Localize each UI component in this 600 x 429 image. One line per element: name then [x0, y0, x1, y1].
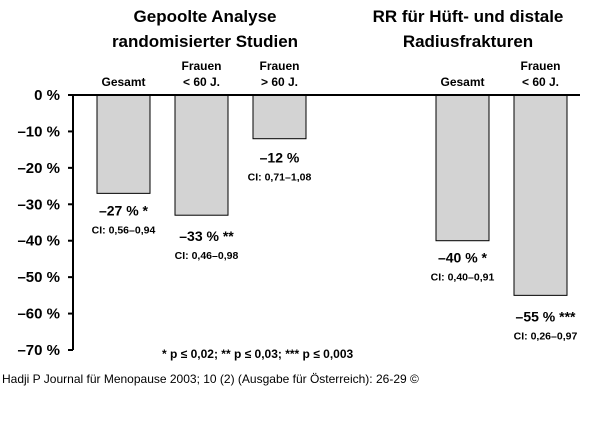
y-tick-label: –30 %: [17, 196, 60, 214]
value-label: –12 %: [259, 149, 300, 166]
category-label: Gesamt: [101, 75, 146, 89]
category-label: Frauen: [181, 59, 222, 73]
y-tick-label: –20 %: [17, 159, 60, 177]
value-label: –55 % ***: [515, 308, 576, 325]
ci-label: CI: 0,26–0,97: [513, 330, 578, 343]
bar: [253, 95, 306, 139]
group-title-line: RR für Hüft- und distale: [372, 7, 564, 26]
category-label: Gesamt: [440, 75, 485, 89]
ci-label: CI: 0,71–1,08: [247, 171, 312, 184]
y-tick-label: –40 %: [17, 232, 60, 250]
value-label: –27 % *: [98, 202, 149, 219]
y-tick-label: –60 %: [17, 305, 60, 323]
ci-label: CI: 0,46–0,98: [174, 250, 239, 263]
bar: [436, 95, 489, 241]
ci-label: CI: 0,40–0,91: [430, 271, 495, 284]
category-label: > 60 J.: [260, 75, 299, 89]
bar: [97, 95, 150, 193]
bars: [68, 59, 580, 342]
source-citation: Hadji P Journal für Menopause 2003; 10 (2) (Ausgabe für Österreich): 26-29 ©: [2, 372, 419, 386]
value-label: –40 % *: [437, 249, 488, 266]
bar: [514, 95, 567, 295]
y-axis: [17, 87, 73, 359]
category-label: < 60 J.: [182, 75, 221, 89]
group-title-line: randomisierter Studien: [111, 32, 299, 51]
chart-titles: [112, 7, 563, 51]
y-tick-label: –70 %: [17, 342, 60, 359]
group-title-line: Radiusfrakturen: [402, 32, 534, 51]
y-tick-label: –50 %: [17, 269, 60, 287]
category-label: Frauen: [259, 59, 300, 73]
value-label: –33 % **: [179, 228, 234, 245]
category-label: Frauen: [520, 59, 561, 73]
category-label: < 60 J.: [521, 75, 560, 89]
y-tick-label: 0 %: [34, 87, 60, 104]
y-tick-label: –10 %: [17, 123, 60, 141]
bar: [175, 95, 228, 215]
ci-label: CI: 0,56–0,94: [91, 224, 156, 237]
group-title-line: Gepoolte Analyse: [133, 7, 277, 26]
significance-footnote: * p ≤ 0,02; ** p ≤ 0,03; *** p ≤ 0,003: [162, 347, 354, 361]
